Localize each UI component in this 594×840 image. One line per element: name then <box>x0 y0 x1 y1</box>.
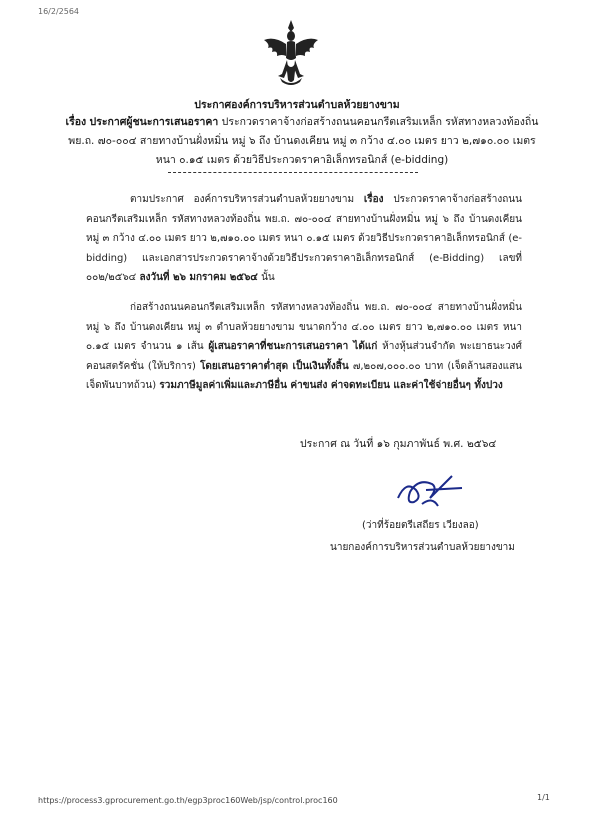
footer-url: https://process3.gprocurement.go.th/egp3proc160Web/jsp/control.proc160 <box>38 796 338 805</box>
paragraph1-subject-label: เรื่อง <box>363 194 384 205</box>
subject-bold: ประกาศผู้ชนะการเสนอราคา <box>89 116 219 128</box>
offer-amount: ๗,๒๐๗,๐๐๐.๐๐ บาท <box>352 360 444 372</box>
offer-label: โดยเสนอราคาต่ำสุด เป็นเงินทั้งสิ้น <box>200 360 349 372</box>
print-date: 16/2/2564 <box>38 7 80 16</box>
paragraph2-pre: ก่อสร้างถนนคอนกรีตเสริมเหล็ก รหัสทางหลวงท้องถิ่น พย.ถ. ๗๐-๐๐๔ สายทางบ้านฝั่งหมิ่น หมู่ ๖ ถึง บ้านดงเคียน หมู่ ๓ ตำบลห้วยยางขาม ขนาดกว้าง ๔.๐๐ เมตร ยาว ๒,๗๑๐.๐๐ เมตร หนา ๐.๑๕ เมตร จำนวน ๑ เส้น <box>86 302 522 352</box>
paragraph1-end: นั้น <box>261 272 275 283</box>
signer-name: (ว่าที่ร้อยตรีเสถียร เวียงลอ) <box>362 520 479 531</box>
paragraph-award <box>86 298 522 396</box>
handwritten-signature <box>392 468 470 512</box>
subject-label: เรื่อง <box>65 116 87 128</box>
subject-text: ประกวดราคาจ้างก่อสร้างถนนคอนกรีตเสริมเหล็ก รหัสทางหลวงท้องถิ่น พย.ถ. ๗๐-๐๐๔ สายทางบ้านฝั่งหมิ่น หมู่ ๖ ถึง บ้านดงเคียน หมู่ ๓ กว้าง ๔.๐๐ เมตร ยาว ๒,๗๑๐.๐๐ เมตร หนา ๐.๑๕ เมตร ด้วยวิธีประกวดราคาอิเล็กทรอนิกส์ (e-bidding) <box>68 116 539 166</box>
signer-position: นายกองค์การบริหารส่วนตำบลห้วยยางขาม <box>330 542 515 553</box>
winner-name: ห้างหุ้นส่วนจำกัด พะเยาธนะวงศ์ คอนสตรัคชั่น (ให้บริการ) <box>86 341 522 372</box>
footer-page-number: 1/1 <box>537 793 550 802</box>
paragraph2-end: รวมภาษีมูลค่าเพิ่มและภาษีอื่น ค่าขนส่ง ค่าจดทะเบียน และค่าใช้จ่ายอื่นๆ ทั้งปวง <box>159 380 503 391</box>
offer-amount-words: (เจ็ดล้านสองแสนเจ็ดพันบาทถ้วน) <box>86 360 523 391</box>
paragraph1-pre: ตามประกาศ องค์การบริหารส่วนตำบลห้วยยางขาม <box>130 194 355 205</box>
organization-title: ประกาศองค์การบริหารส่วนตำบลห้วยยางขาม <box>194 99 400 111</box>
paragraph1-mid: ประกวดราคาจ้างก่อสร้างถนนคอนกรีตเสริมเหล็ก รหัสทางหลวงท้องถิ่น พย.ถ. ๗๐-๐๐๔ สายทางบ้านฝั่งหมิ่น หมู่ ๖ ถึง บ้านดงเคียน หมู่ ๓ กว้าง ๔.๐๐ เมตร ยาว ๒,๗๑๐.๐๐ เมตร หนา ๐.๑๕ เมตร ด้วยวิธีประกวดราคาอิเล็กทรอนิกส์ (e-bidding) และเอกสารประกวดราคาจ้างด้วยวิธีประกวดราคาอิเล็กทรอนิกส์ (e-Bidding) เลขที่ ๐๐๒/๒๕๖๔ <box>86 194 522 283</box>
dashed-divider <box>168 172 418 173</box>
announcement-date: ประกาศ ณ วันที่ ๑๖ กุมภาพันธ์ พ.ศ. ๒๕๖๔ <box>300 438 497 450</box>
winner-label: ผู้เสนอราคาที่ชนะการเสนอราคา ได้แก่ <box>208 341 378 352</box>
garuda-emblem-icon <box>260 18 322 88</box>
paragraph1-date: ลงวันที่ ๒๖ มกราคม ๒๕๖๔ <box>139 272 258 283</box>
subject-heading <box>60 113 544 170</box>
paragraph-reference <box>86 190 522 288</box>
